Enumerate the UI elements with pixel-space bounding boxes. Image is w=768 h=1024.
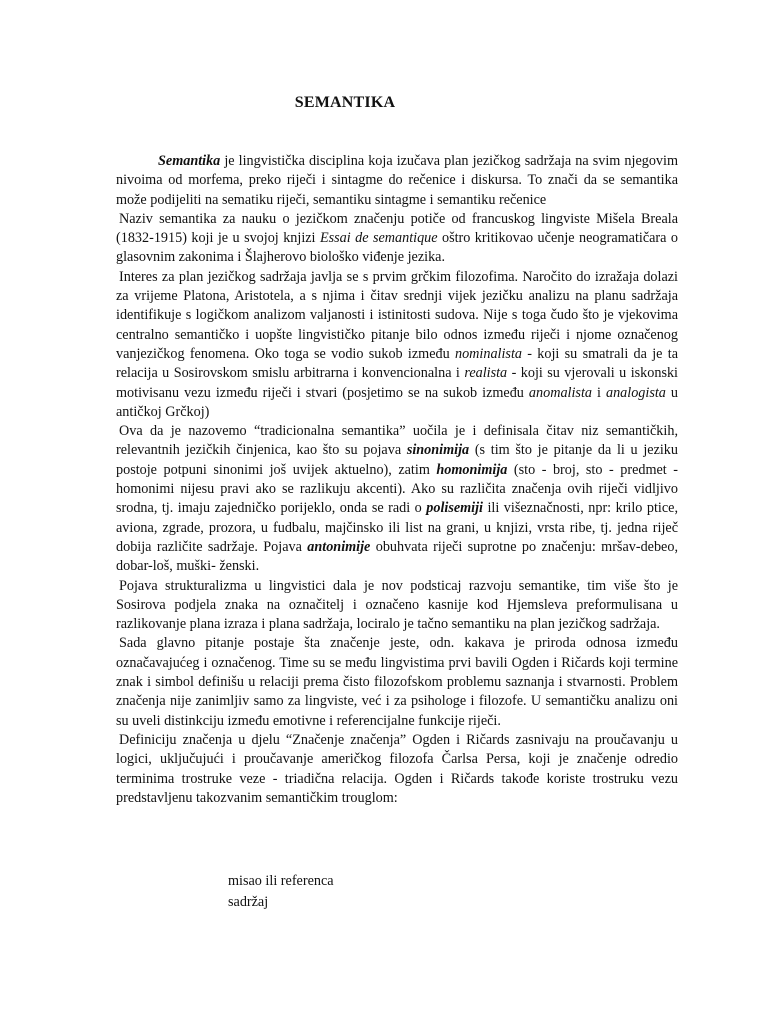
term-sinonimija: sinonimija [406,442,470,459]
page-title: SEMANTIKA [294,94,396,111]
paragraph-greek-text-a: Interes za plan jezičkog sadržaja javlja se s prvim grčkim filozofima. Naročito do izražaja dolazi za vrijeme Platona, Aristotela, a s njima i čitav srednji vijek jezičku analizu na planu sadržaja identifikuje s logičkom analizom valjanosti i istinitosti sudova. Nije s toga čudo što je vjekovima centralno semantičko i uopšte lingvističko pitanje bilo odnos između riječi i njome označenog vanjezičkog fenomena. Oko toga se vodio sukob između [116,268,678,362]
paragraph-breal [116,210,678,268]
term-polisemija: polisemiji [426,500,483,517]
paragraph-traditional-text-e: obuhvata riječi suprotne po značenju: mršav-debeo, dobar-loš, muški- ženski. [116,538,678,575]
term-homonimija: homonimija [436,461,508,478]
paragraph-ogden-richards: Definiciju značenja u djelu “Značenje značenja” Ogden i Ričards zasnivaju na proučavanju u logici, uključujući i proučavanje američkog filozofa Čarlsa Persa, koji je značenje odredio terminima trostruke veze - triadična relacija. Ogden i Ričards takođe koriste trostruku vezu predstavljenu takozvanim semantičkim trouglom: [116,731,678,806]
paragraph-traditional-text-b: (s tim što je pitanje da li u jeziku postoje potpuni sinonimi još uvijek aktuelno), zatim [116,442,678,478]
paragraph-traditional-text-d: ili višeznačnosti, npr: krilo ptice, aviona, zgrade, prozora, u fudbalu, majčinsko ili list na grani, u knjizi, vrsta ribe, tj. jedna riječ dobija različite sadržaje. Pojava [116,500,678,555]
paragraph-greek-text-e: u antičkoj Grčkoj) [116,384,678,420]
book-title: Essai de semantique [319,230,438,247]
paragraph-meaning: Sada glavno pitanje postaje šta značenje jeste, odn. kakava je priroda odnosa između označavajućeg i označenog. Time su se među lingvistima prvi bavili Ogden i Ričards koji termine znak i simbol definišu u relaciji prema čisto filozofskom problemu saznanja i stvarnosti. Problem značenja nije zanimljiv samo za lingviste, već i za psihologe i filozofe. U semantičku analizu oni su uveli distinkciju između emotivne i referencijalne funkcije riječi. [116,635,678,729]
term-analogista: analogista [605,384,666,401]
term-antonimija: antonimije [307,538,371,555]
term-semantika: Semantika [158,153,221,169]
paragraph-greek-text-b: - koji su smatrali da je ta relacija u Sosirovskom smislu arbitrarna i konvencionalna i [116,345,678,382]
semantic-triangle-labels [228,871,334,913]
term-anomalista: anomalista [528,384,592,401]
triangle-label-thought: misao ili referenca [228,873,334,889]
paragraph-traditional-text-c: (sto - broj, sto - predmet - homonimi nijesu pravi ako se razlikuju akcenti). Ako su različita značenja ovih riječi vidljivo srodna, tj. imaju zajedničko porijeklo, onda se radi o [116,461,678,517]
paragraph-structuralism: Pojava strukturalizma u lingvistici dala je nov podsticaj razvoju semantike, tim više što je Sosirova podjela znaka na označitelj i označeno kasnije kod Hjemsleva preformulisana u razlikovanje plana izraza i plana sadržaja, lociralo je tačno semantiku na plan jezičkog sadržaja. [116,577,678,633]
paragraph-greek-text-d: i [591,384,606,401]
paragraph-intro [116,152,678,210]
triangle-label-content: sadržaj [228,894,269,910]
document-body [116,152,678,808]
term-nominalista: nominalista [454,345,522,362]
paragraph-intro-text: je lingvistička disciplina koja izučava plan jezičkog sadržaja na svim njegovim nivoima od morfema, preko riječi i sintagme do rečenice i diskursa. To znači da se semantika može podijeliti na sematiku riječi, semantiku sintagme i semantiku rečenice [116,153,678,208]
paragraph-traditional-semantics [116,422,678,576]
paragraph-breal-text-a: Naziv semantika za nauku o jezičkom značenju potiče od francuskog lingviste Mišela Breala (1832-1915) koji je u svojoj knjizi [116,210,678,247]
paragraph-greek-philosophers [116,268,678,422]
term-realista: realista [464,365,508,382]
paragraph-traditional-text-a: Ova da je nazovemo “tradicionalna semantika” uočila je i definisala čitav niz semantičkih, relevantnih jezičkih činjenica, kao što su pojava [116,423,678,459]
paragraph-greek-text-c: - koji su vjerovali u iskonski motivisanu vezu između riječi i stvari (posjetimo se na sukob između [116,365,678,401]
paragraph-breal-text-b: oštro kritikovao učenje neogramatičara o glasovnim zakonima i Šlajherovo biološko viđenje jezika. [116,230,678,266]
